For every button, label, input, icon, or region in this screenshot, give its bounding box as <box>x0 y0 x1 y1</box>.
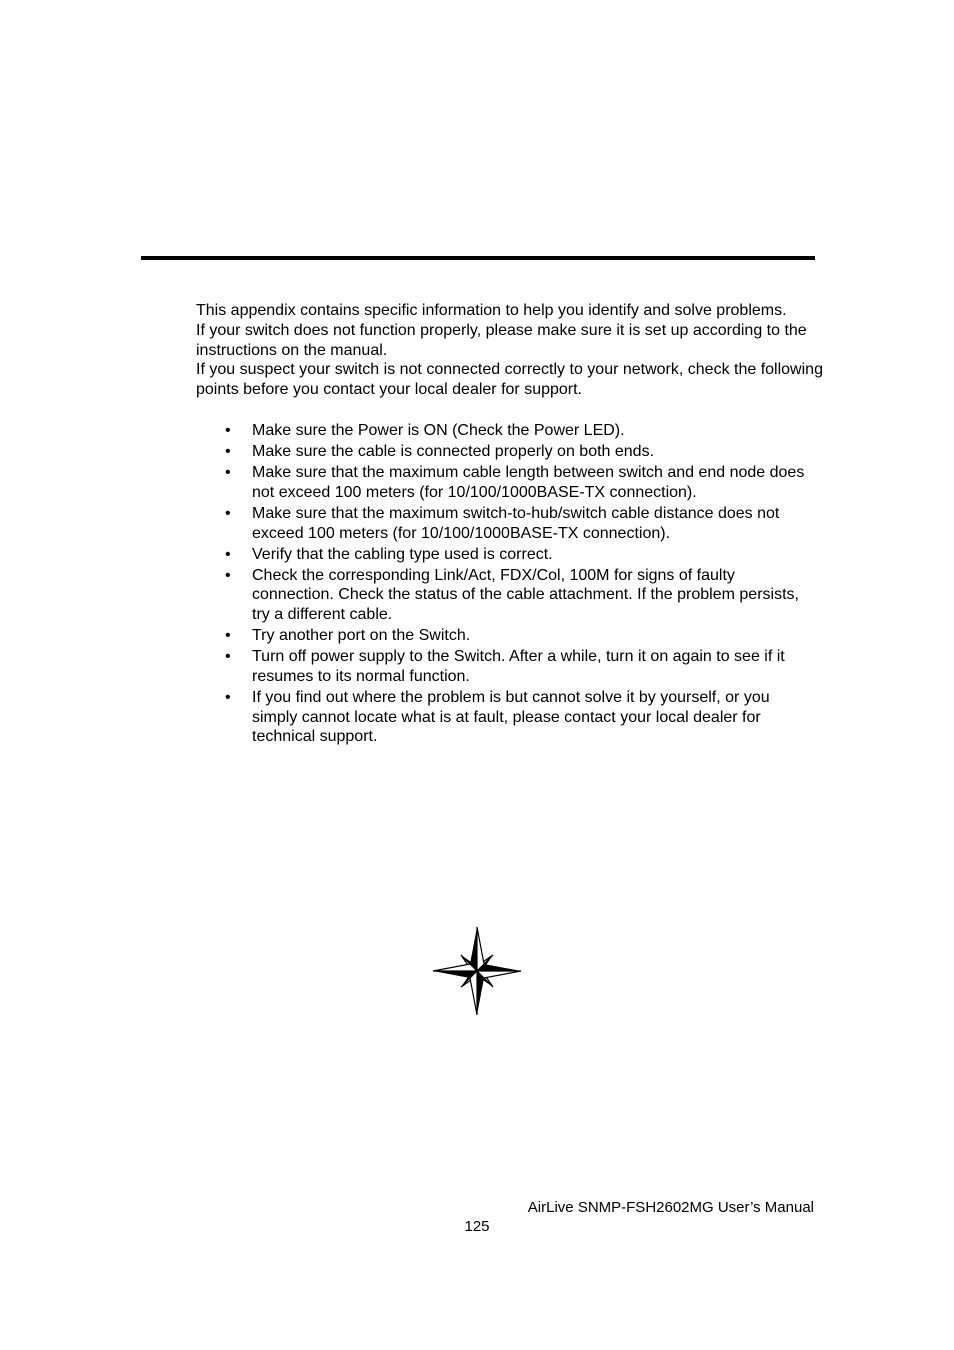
bullet-icon: • <box>225 504 231 522</box>
intro-line-1: This appendix contains specific information to help you identify and solve problems. <box>196 302 787 319</box>
intro-line-2: If your switch does not function properly, please make sure it is set up according to the instructions on the manual. <box>196 321 807 359</box>
troubleshooting-checklist <box>196 421 826 748</box>
bullet-icon: • <box>225 688 231 706</box>
list-item-text: Make sure the Power is ON (Check the Power LED). <box>252 422 625 439</box>
bullet-icon: • <box>225 545 231 563</box>
page-number: 125 <box>464 1218 490 1235</box>
bullet-icon: • <box>225 442 231 460</box>
list-item-text: Make sure that the maximum cable length between switch and end node does not exceed 100 meters (for 10/100/1000BASE-TX connection). <box>252 463 805 501</box>
list-item <box>196 647 818 687</box>
list-item-text: Make sure the cable is connected properly on both ends. <box>252 442 655 460</box>
intro-paragraph <box>196 301 826 400</box>
list-item <box>196 626 818 646</box>
list-item-text: Check the corresponding Link/Act, FDX/Col, 100M for signs of faulty connection. Check the status of the cable attachment. If the problem persists, try a different cable. <box>252 566 799 624</box>
intro-line-3: If you suspect your switch is not connected correctly to your network, check the following points before you contact your local dealer for support. <box>196 361 823 399</box>
compass-star-icon <box>430 926 524 1016</box>
list-item-text: Turn off power supply to the Switch. After a while, turn it on again to see if it resumes to its normal function. <box>252 648 785 685</box>
section-divider <box>141 256 815 260</box>
list-item <box>196 442 818 462</box>
bullet-icon: • <box>225 627 231 645</box>
list-item <box>196 421 818 441</box>
list-item <box>196 504 818 544</box>
list-item-text: Try another port on the Switch. <box>252 627 471 645</box>
footer-manual-title: AirLive SNMP-FSH2602MG User’s Manual <box>527 1199 814 1216</box>
list-item <box>196 688 818 747</box>
list-item <box>196 566 818 625</box>
list-item-text: If you find out where the problem is but cannot solve it by yourself, or you simply cannot locate what is at fault, please contact your local dealer for technical support. <box>252 688 770 746</box>
list-item <box>196 545 818 565</box>
bullet-icon: • <box>225 422 231 439</box>
list-item-text: Verify that the cabling type used is correct. <box>252 545 553 563</box>
bullet-icon: • <box>225 648 231 666</box>
bullet-icon: • <box>225 566 231 584</box>
list-item <box>196 463 818 503</box>
list-item-text: Make sure that the maximum switch-to-hub/switch cable distance does not exceed 100 meters (for 10/100/1000BASE-TX connection). <box>252 504 780 542</box>
bullet-icon: • <box>225 463 231 481</box>
